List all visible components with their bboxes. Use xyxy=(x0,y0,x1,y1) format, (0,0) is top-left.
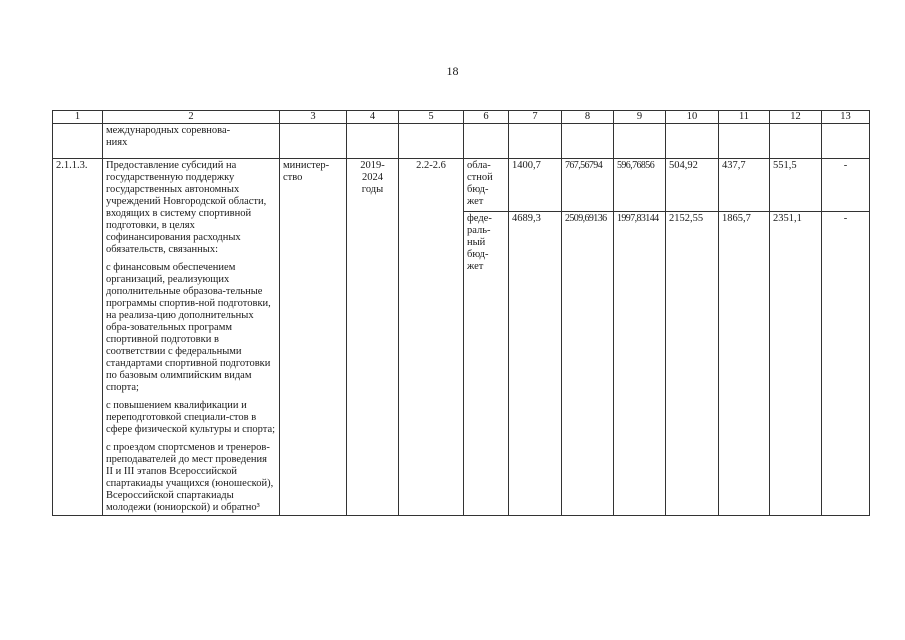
column-header: 12 xyxy=(770,111,822,124)
executor-cell: министер- ство xyxy=(280,159,347,516)
column-header: 5 xyxy=(399,111,464,124)
table-row xyxy=(53,159,870,212)
description-paragraph: с повышением квалификации и переподготовкой специали-стов в сфере физической культуры и спорта; xyxy=(106,400,276,435)
value-cell: 1997,83144 xyxy=(614,212,666,516)
column-header: 2 xyxy=(103,111,280,124)
continuation-row xyxy=(53,124,870,159)
row-number: 2.1.1.3. xyxy=(53,159,103,516)
budget-table xyxy=(52,110,870,516)
column-header: 13 xyxy=(822,111,870,124)
funding-source: феде- раль- ный бюд- жет xyxy=(464,212,509,516)
column-header: 9 xyxy=(614,111,666,124)
value-cell: 1400,7 xyxy=(509,159,562,212)
row-description xyxy=(103,159,280,516)
value-cell: 1865,7 xyxy=(719,212,770,516)
value-cell: 596,76856 xyxy=(614,159,666,212)
value-cell: 2152,55 xyxy=(666,212,719,516)
column-header: 3 xyxy=(280,111,347,124)
page-number: 18 xyxy=(446,64,459,78)
description-paragraph: Предоставление субсидий на государственную поддержку государственных автономных учреждений Новгородской области, входящих в систему спортивной подготовки, в целях софинансирования расходных обязательств, связанных: xyxy=(106,160,267,255)
code-cell: 2.2-2.6 xyxy=(399,159,464,516)
column-header: 10 xyxy=(666,111,719,124)
value-cell: 767,56794 xyxy=(562,159,614,212)
column-header: 8 xyxy=(562,111,614,124)
value-cell: 4689,3 xyxy=(509,212,562,516)
years-cell: 2019- 2024 годы xyxy=(347,159,399,516)
column-header: 4 xyxy=(347,111,399,124)
continuation-text: международных соревнова- ниях xyxy=(103,124,280,159)
column-header: 11 xyxy=(719,111,770,124)
column-header: 7 xyxy=(509,111,562,124)
value-cell: 2509,69136 xyxy=(562,212,614,516)
header-row xyxy=(53,111,870,124)
value-cell: 2351,1 xyxy=(770,212,822,516)
value-cell: - xyxy=(822,212,870,516)
value-cell: 437,7 xyxy=(719,159,770,212)
column-header: 1 xyxy=(53,111,103,124)
column-header: 6 xyxy=(464,111,509,124)
description-paragraph: с проездом спортсменов и тренеров-преподавателей до мест проведения II и III этапов Всероссийской спартакиады учащихся (юношеской), Всероссийской спартакиады молодежи (юниорской) и обратно³ xyxy=(106,442,274,513)
value-cell: 504,92 xyxy=(666,159,719,212)
funding-source: обла- стной бюд- жет xyxy=(464,159,509,212)
value-cell: 551,5 xyxy=(770,159,822,212)
value-cell: - xyxy=(822,159,870,212)
description-paragraph: с финансовым обеспечением организаций, реализующих дополнительные образова-тельные программы спортив-ной подготовки, на реализа-цию дополнительных обра-зовательных программ спортивной подготовки в соответствии с федеральными стандартами спортивной подготовки по базовым олимпийским видам спорта; xyxy=(106,262,271,393)
